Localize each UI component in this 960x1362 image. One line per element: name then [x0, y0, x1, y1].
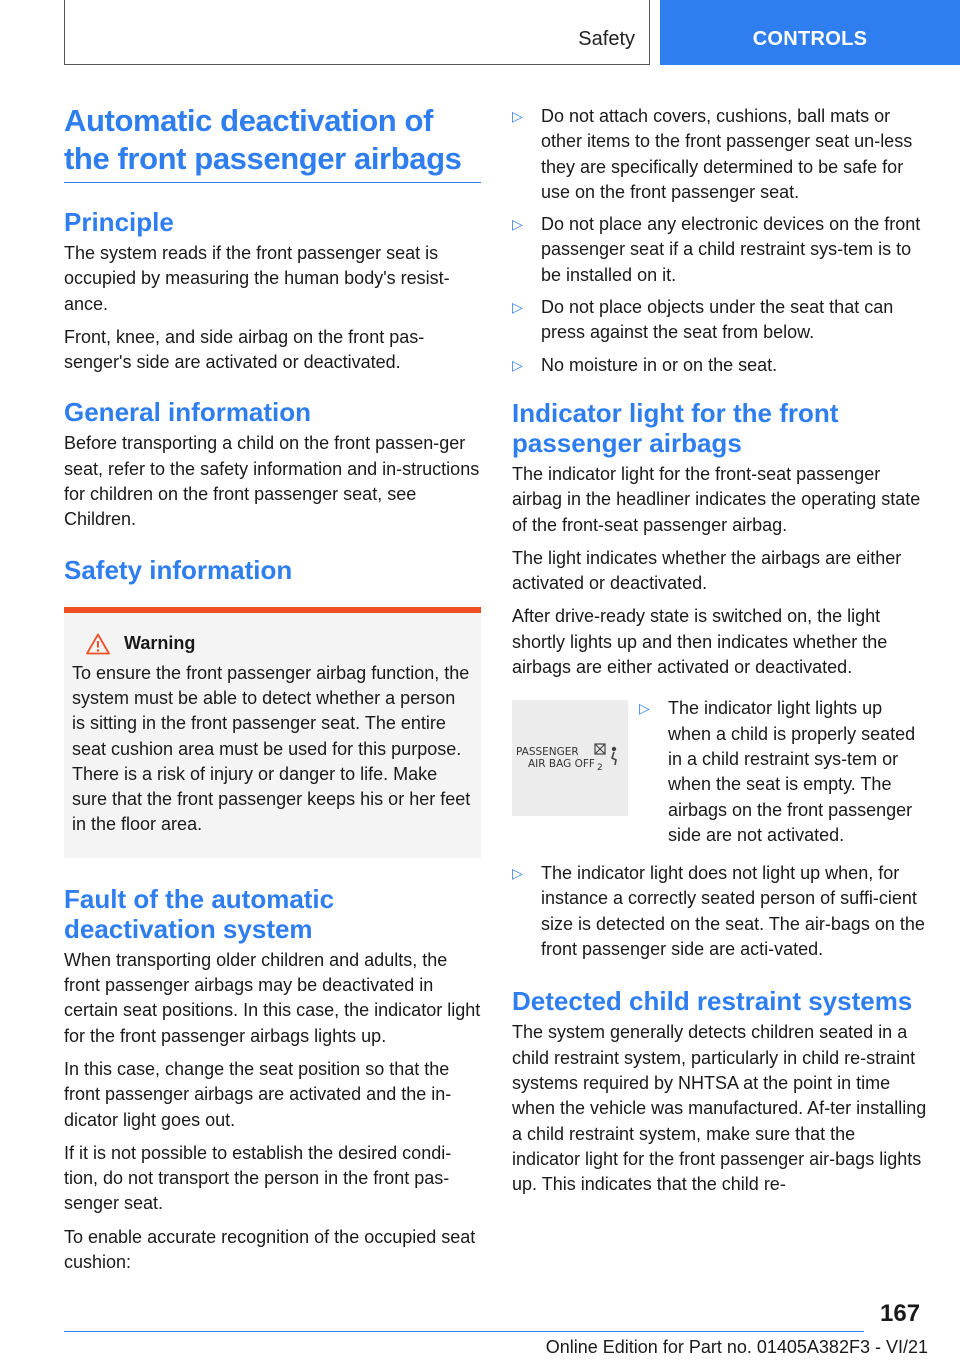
heading-general-information: General information [64, 397, 312, 428]
footer-edition: Online Edition for Part no. 01405A382F3 - VI/21 [545, 1337, 928, 1357]
warning-triangle-icon [86, 633, 110, 655]
footer-divider [64, 1331, 864, 1332]
warning-box [64, 607, 481, 858]
page-title: Automatic deactivation of the front passenger airbags [64, 102, 481, 183]
list-item: ▷ Do not place objects under the seat that can press against the seat from below. [512, 295, 928, 346]
list-item: ▷ The indicator light lights up when a child is properly seated in a child restraint sys-tem or when the seat is empty. The airbags on the front passenger side are not activated. [639, 696, 928, 848]
airbag-off-symbol-icon [594, 742, 622, 768]
header-section-label: Safety [578, 28, 635, 50]
principle-paragraph-1: The system reads if the front passenger seat is occupied by measuring the human body's resist-ance. [64, 243, 450, 314]
list-item: ▷ Do not place any electronic devices on the front passenger seat if a child restraint sys-tem is to be installed on it. [512, 212, 928, 288]
page-number: 167 [880, 1300, 921, 1327]
indicator-paragraph-2: The light indicates whether the airbags are either activated or deactivated. [512, 547, 902, 594]
bullet-triangle-icon: ▷ [512, 865, 523, 882]
warning-text: To ensure the front passenger airbag function, the system must be able to detect whether a person is sitting in the front passenger seat. The entire seat cushion area must be used for this purpose. There is a risk of injury or danger to life. Make sure that the front passenger keeps his or her feet in the floor area. [72, 662, 471, 835]
fault-paragraph-3: If it is not possible to establish the desired condi-tion, do not transport the person in the front pas-senger seat. [64, 1142, 452, 1214]
left-column [64, 100, 481, 1283]
heading-principle: Principle [64, 207, 174, 237]
header-chapter-label: CONTROLS [752, 28, 868, 50]
indicator-paragraph-1: The indicator light for the front-seat passenger airbag in the headliner indicates the operating state of the front-seat passenger airbag. [512, 463, 921, 535]
bullet-triangle-icon: ▷ [512, 216, 523, 233]
warning-header [72, 633, 473, 655]
heading-safety-information: Safety information [64, 554, 293, 585]
heading-indicator-light: Indicator light for the front passenger airbags [512, 397, 839, 458]
list-item: ▷ Do not attach covers, cushions, ball mats or other items to the front passenger seat un-less they are specifically determined to be safe for use on the front passenger seat. [512, 104, 928, 205]
principle-paragraph-2: Front, knee, and side airbag on the front pas-senger's side are activated or deactivated. [64, 326, 425, 373]
indicator-figure-row [512, 696, 928, 855]
indicator-paragraph-3: After drive-ready state is switched on, the light shortly lights up and then indicates whether the airbags are either activated or deactivated. [512, 606, 888, 678]
warning-title: Warning [124, 633, 196, 654]
right-column [512, 104, 928, 1205]
fault-paragraph-2: In this case, change the seat position so that the front passenger airbags are activated and the in-dicator light goes out. [64, 1058, 452, 1130]
heading-fault: Fault of the automatic deactivation system [64, 883, 335, 944]
indicator-figure-list [639, 696, 928, 855]
bullet-triangle-icon: ▷ [512, 299, 523, 316]
fault-paragraph-1: When transporting older children and adults, the front passenger airbags may be deactivated in certain seat positions. In this case, the indicator light for the front passenger airbags lights up. [64, 949, 481, 1046]
list-item: ▷ No moisture in or on the seat. [512, 353, 928, 378]
header-chapter-tab [660, 0, 960, 65]
list-item: ▷ The indicator light does not light up when, for instance a correctly seated person of suffi-cient size is detected on the seat. The air-bags on the front passenger side are acti-vated. [512, 861, 928, 962]
indicator-list [512, 861, 928, 962]
general-paragraph-1: Before transporting a child on the front passen-ger seat, refer to the safety information and in-structions for children on the front passenger seat, see Children. [64, 433, 480, 530]
detected-paragraph-1: The system generally detects children seated in a child restraint system, particularly in child re-straint systems required by NHTSA at the point in time when the vehicle was manufactured. Af-ter installing a child restraint system, make sure that the indicator light for the front passenger air-bags lights up. This indicates that the child re- [512, 1022, 927, 1195]
bullet-triangle-icon: ▷ [639, 700, 650, 717]
fault-paragraph-4: To enable accurate recognition of the occupied seat cushion: [64, 1226, 476, 1273]
heading-detected-child-restraint: Detected child restraint systems [512, 986, 913, 1017]
seat-precautions-list [512, 104, 928, 378]
header-section-box [64, 0, 650, 65]
passenger-airbag-off-indicator-image [512, 700, 628, 816]
bullet-triangle-icon: ▷ [512, 108, 523, 124]
bullet-triangle-icon: ▷ [512, 356, 523, 373]
indicator-image-text: PASSENGER AIR BAG OFF 2 [516, 746, 603, 774]
